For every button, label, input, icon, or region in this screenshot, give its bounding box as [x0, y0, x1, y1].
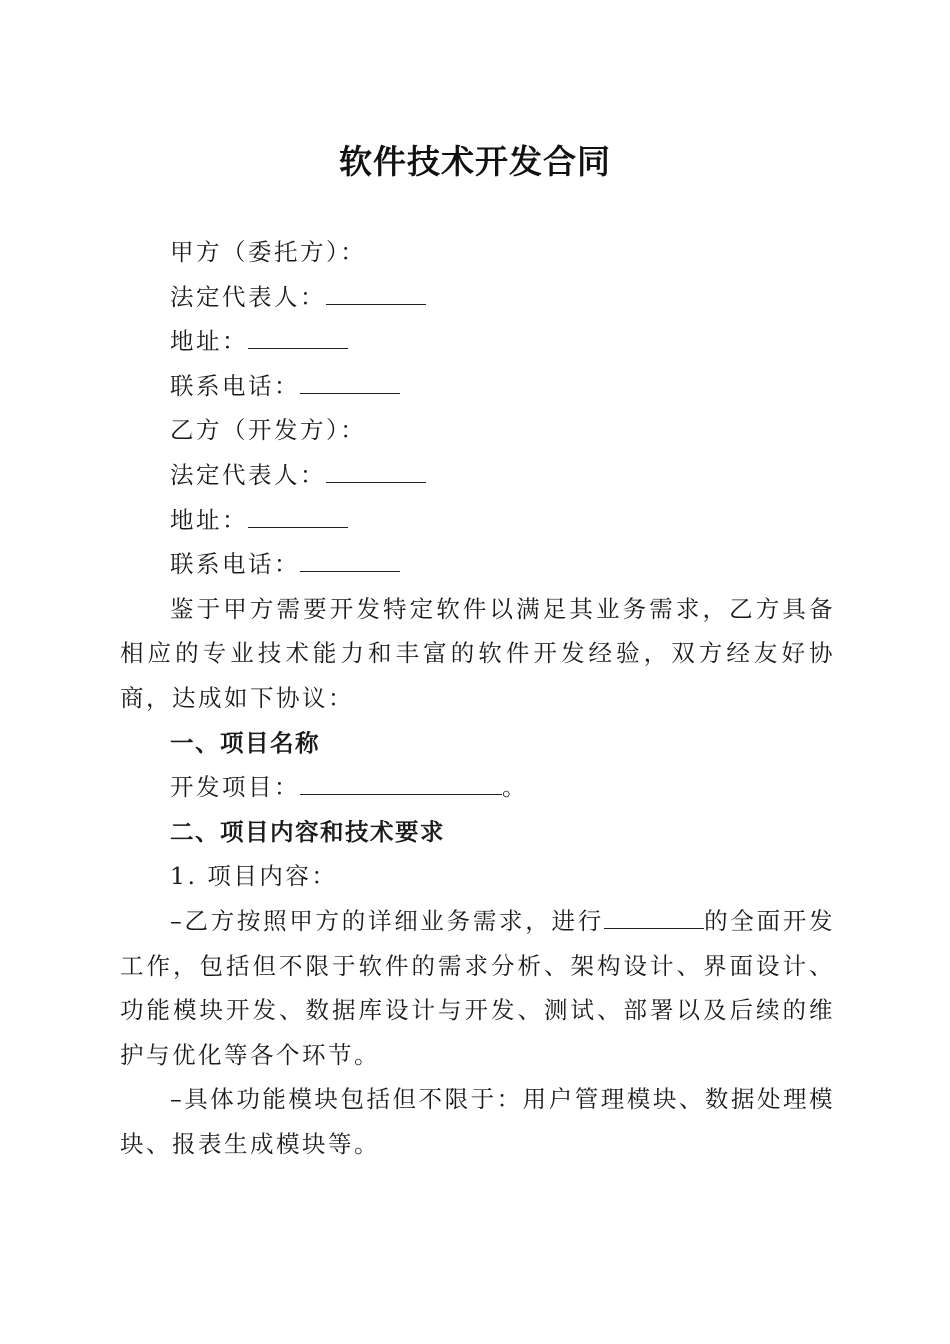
party-b-rep-blank[interactable]	[326, 460, 426, 483]
section1-heading: 一、项目名称	[170, 728, 320, 757]
bullet2-paragraph: –具体功能模块包括但不限于：用户管理模块、数据处理模块、报表生成模块等。	[120, 1085, 835, 1158]
document-body	[120, 230, 835, 1166]
preamble-paragraph: 鉴于甲方需要开发特定软件以满足其业务需求，乙方具备相应的专业技术能力和丰富的软件开发经验，双方经友好协商，达成如下协议：	[120, 594, 835, 712]
document-title: 软件技术开发合同	[339, 142, 611, 181]
bullet1-end: 的全面开发工作，包括但不限于软件的需求分析、架构设计、界面设计、功能模块开发、数据库设计与开发、测试、部署以及后续的维护与优化等各个环节。	[120, 906, 836, 1069]
party-b-address-blank[interactable]	[248, 505, 348, 528]
party-b-phone-line	[120, 542, 835, 587]
party-a-address-line	[120, 319, 835, 364]
party-a-rep-blank[interactable]	[326, 282, 426, 305]
party-a-heading: 甲方（委托方）：	[170, 238, 367, 266]
party-b-address-line	[120, 498, 835, 543]
party-a-phone-blank[interactable]	[300, 371, 400, 394]
party-a-rep-line	[120, 275, 835, 320]
party-b-heading: 乙方（开发方）：	[170, 416, 367, 445]
project-label: 开发项目：	[170, 773, 300, 802]
item1-label: 1. 项目内容：	[170, 862, 338, 891]
project-end-mark: 。	[502, 773, 528, 802]
project-name-blank[interactable]	[300, 772, 502, 795]
section2-heading: 二、项目内容和技术要求	[170, 817, 445, 846]
party-b-rep-line	[120, 453, 835, 498]
party-b-rep-label: 法定代表人：	[170, 460, 326, 489]
bullet1-paragraph	[120, 899, 835, 1077]
bullet1-start: –乙方按照甲方的详细业务需求，进行	[170, 906, 604, 935]
party-a-address-label: 地址：	[170, 327, 248, 356]
party-a-rep-label: 法定代表人：	[170, 282, 326, 311]
party-a-phone-label: 联系电话：	[170, 371, 300, 400]
party-b-phone-label: 联系电话：	[170, 550, 300, 579]
party-b-address-label: 地址：	[170, 505, 248, 534]
bullet1-blank[interactable]	[604, 906, 704, 929]
party-a-phone-line	[120, 364, 835, 409]
project-name-line	[120, 765, 835, 810]
party-a-address-blank[interactable]	[248, 326, 348, 349]
party-b-phone-blank[interactable]	[300, 549, 400, 572]
